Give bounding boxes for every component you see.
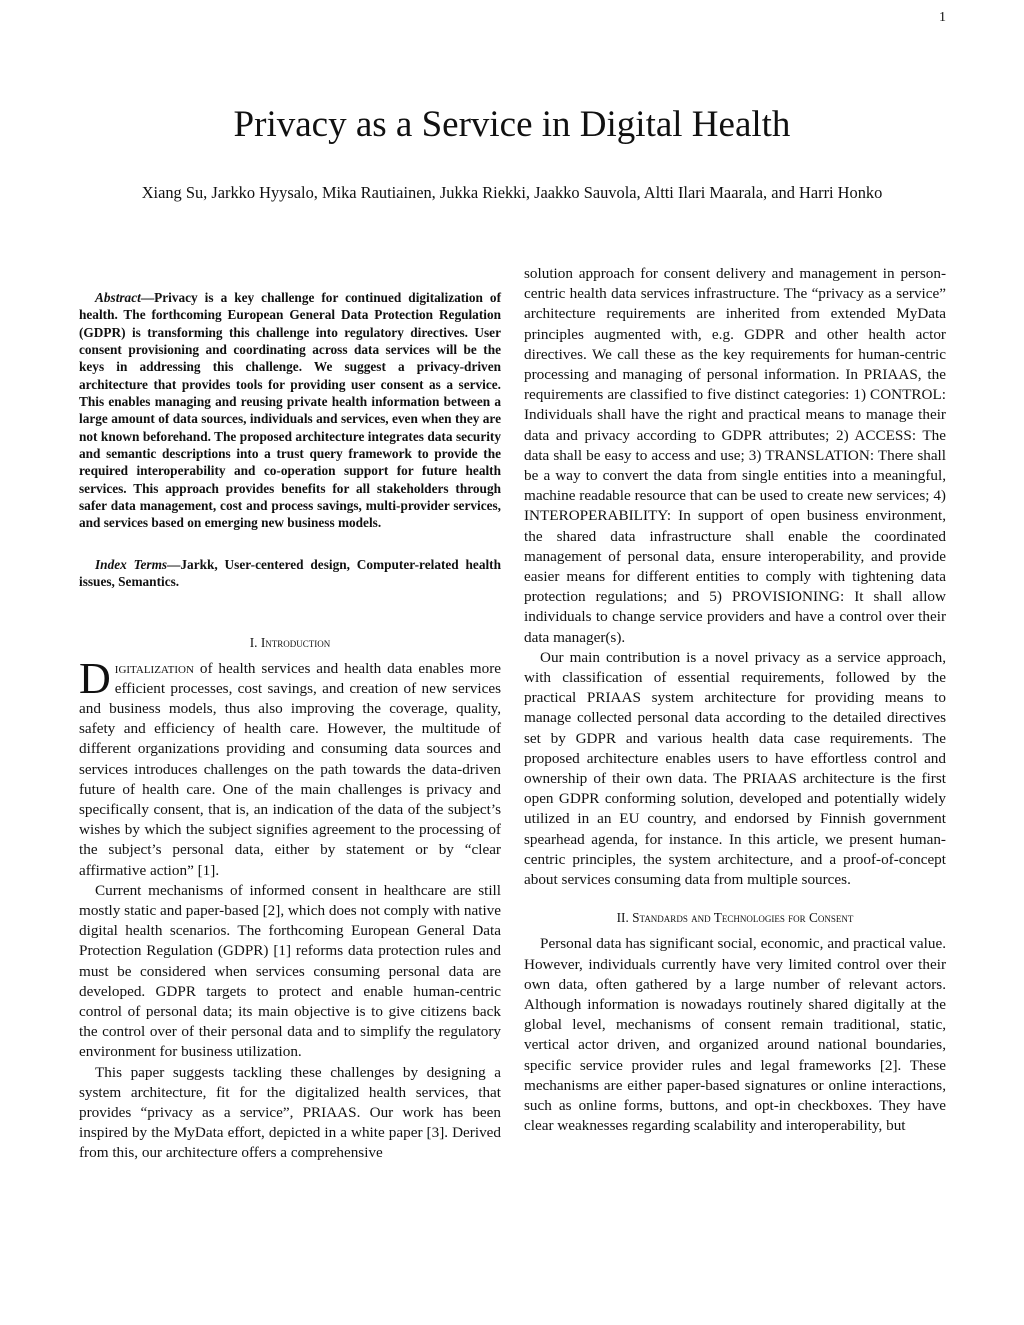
- right-column: [524, 264, 946, 1136]
- author-list: Xiang Su, Jarkko Hyysalo, Mika Rautiainen, Jukka Riekki, Jaakko Sauvola, Altti Ilari Maarala, and Harri Honko: [141, 183, 883, 202]
- section-heading-standards: [524, 910, 946, 926]
- index-terms-text: —Jarkk, User-centered design, Computer-related health issues, Semantics.: [79, 556, 501, 590]
- standards-paragraph-1: Personal data has significant social, economic, and practical value. However, individuals currently have very limited control over their own data, often gathered by a large number of relevant actors. Although information is nowadays routinely shared digitally at the global level, mechanisms of consent remain traditional, static, vertical actor driven, and organized around national boundaries, specific service provider rules and legal frameworks [2]. These mechanisms are either paper-based signatures or online interactions, such as online forms, buttons, and opt-in checkboxes. They have clear weaknesses regarding scalability and interoperability, but: [524, 935, 946, 1135]
- intro-paragraph-1-text: of health services and health data enables more efficient processes, cost savings, and creation of new services and business models, thus also improving the coverage, quality, safety and efficiency of health care. However, the multitude of different organizations providing and consuming data sources and services introduces challenges on the path towards the data-driven future of health care. One of the main challenges is privacy and specifically consent, that is, an indication of the data of the subject’s wishes by which the subject signifies agreement to the processing of the subject’s personal data, either by statement or by “clear affirmative action” [1].: [79, 659, 501, 879]
- section-number: I.: [249, 634, 258, 650]
- section-number: II.: [616, 910, 629, 926]
- page-number: 1: [939, 10, 946, 25]
- index-terms: [79, 556, 501, 591]
- drop-cap: D: [79, 653, 111, 703]
- abstract-text: —Privacy is a key challenge for continued digitalization of health. The forthcoming European General Data Protection Regulation (GDPR) is transforming this challenge into regulatory directives. User consent provisioning and coordinating across data services will be the keys in addressing this challenge. We suggest a privacy-driven architecture that provides tools for providing user consent as a service. This enables managing and reusing private health information between a large amount of data sources, individuals and services, even when they are not known beforehand. The proposed architecture integrates data security and semantic descriptions into a trust query framework to provide the required interoperability and co-operation support for future health services. This approach provides benefits for all stakeholders through safer data management, cost and process savings, multi-provider services, and services based on emerging new business models.: [79, 290, 501, 531]
- abstract-label: Abstract: [95, 290, 141, 305]
- intro-paragraph-4: solution approach for consent delivery and management in person-centric health data services infrastructure. The “privacy as a service” architecture requirements are inherited from extended MyData principles augmented with, e.g. GDPR and other health actor directives. We call these as the key requirements for human-centric processing and managing of personal information. In PRIAAS, the requirements are classified to five distinct categories: 1) CONTROL: Individuals shall have the right and practical means to manage their data and privacy according to GDPR attributes; 2) ACCESS: The data shall be easy to access and use; 3) TRANSLATION: There shall be a way to convert the data from single entities into a meaningful, machine readable resource that can be used to create new services; 4) INTEROPERABILITY: In support of open business environment, the shared data infrastructure shall enable the coordinated management of personal data, ensure interoperability, and provide easier means for different entities to comply with tightening data protection regulations; and 5) PROVISIONING: It shall allow individuals to change service providers and have a control over their data manager(s).: [524, 265, 946, 646]
- intro-paragraph-2: Current mechanisms of informed consent in healthcare are still mostly static and paper-based [2], which does not comply with native digital health scenarios. The forthcoming European General Data Protection Regulation (GDPR) [1] reforms data protection rules and must be considered when services consuming personal data are developed. GDPR targets to protect and enable human-centric control of personal data; its main objective is to give citizens back the control over of their personal data and to simplify the regulatory environment for business utilization.: [79, 881, 501, 1061]
- section-title: Introduction: [260, 634, 331, 650]
- abstract: [79, 289, 501, 532]
- section-heading-introduction: [79, 635, 501, 651]
- section-title: Standards and Technologies for Consent: [632, 910, 854, 926]
- index-terms-label: Index Terms: [95, 556, 168, 572]
- intro-paragraph-3: This paper suggests tackling these challenges by designing a system architecture, fit for the digitalized health services, that provides “privacy as a service”, PRIAAS. Our work has been inspired by the MyData effort, depicted in a white paper [3]. Derived from this, our architecture offers a comprehensive: [79, 1063, 501, 1162]
- paper-title: Privacy as a Service in Digital Health: [233, 104, 791, 145]
- intro-paragraph-1: [79, 653, 501, 881]
- intro-paragraph-5: Our main contribution is a novel privacy as a service approach, with classification of essential requirements, followed by the practical PRIAAS system architecture for providing means to manage collected personal data according to the detailed directives set by GDPR and various health data case requirements. The proposed architecture enables users to have effortless control and ownership of their own data. The PRIAAS architecture is the first open GDPR conforming solution, developed and potentially widely utilized in an EU country, and endorsed by Finnish government spearhead agenda, for instance. In this article, we present human-centric principles, the system architecture, and a proof-of-concept about services consuming data from multiple sources.: [524, 648, 946, 889]
- left-column: [79, 264, 501, 1164]
- lead-word: igitalization: [114, 659, 194, 677]
